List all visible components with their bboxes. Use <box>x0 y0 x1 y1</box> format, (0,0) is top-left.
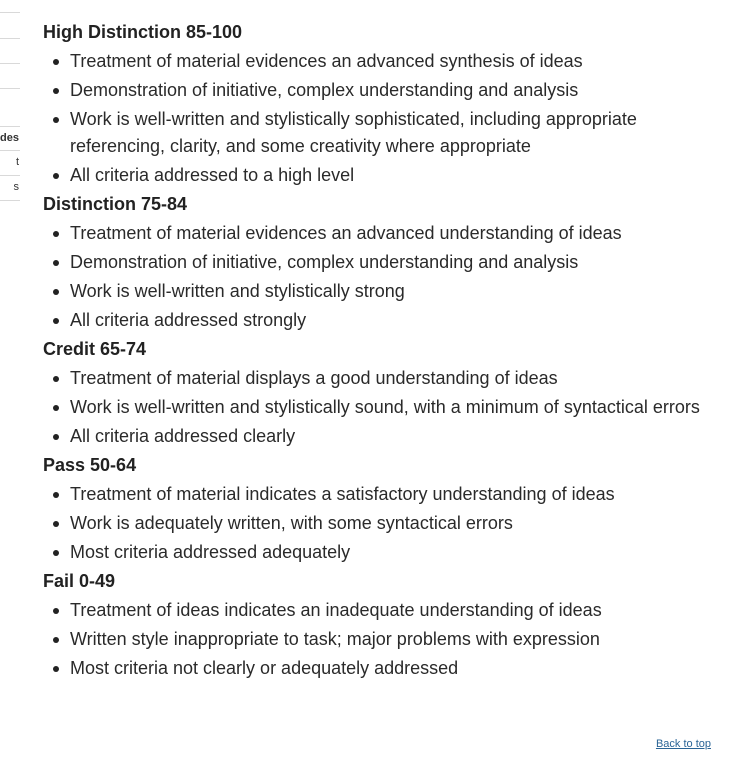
grade-credit <box>43 336 703 450</box>
criteria-item: Written style inappropriate to task; major problems with expression <box>43 626 703 653</box>
criteria-list <box>43 48 703 189</box>
bullet-icon <box>53 173 59 179</box>
bullet-icon <box>53 376 59 382</box>
sidebar-item-grades[interactable]: des <box>0 132 19 144</box>
criteria-item: Most criteria addressed adequately <box>43 539 703 566</box>
bullet-icon <box>53 550 59 556</box>
sidebar-divider <box>0 200 20 201</box>
bullet-icon <box>53 492 59 498</box>
grade-title: Pass 50-64 <box>43 455 137 475</box>
bullet-icon <box>53 666 59 672</box>
sidebar-divider <box>0 88 20 89</box>
criteria-item: Work is well-written and stylistically sound, with a minimum of syntactical errors <box>43 394 703 421</box>
criteria-list <box>43 481 703 566</box>
bullet-icon <box>53 88 59 94</box>
sidebar-divider <box>0 12 20 13</box>
bullet-icon <box>53 289 59 295</box>
bullet-icon <box>53 434 59 440</box>
criteria-item: Work is well-written and stylistically strong <box>43 278 703 305</box>
bullet-icon <box>53 260 59 266</box>
grade-title: Credit 65-74 <box>43 339 147 359</box>
grade-pass <box>43 452 703 566</box>
sidebar-nav <box>0 0 20 210</box>
criteria-list <box>43 220 703 334</box>
grade-title: Distinction 75-84 <box>43 194 188 214</box>
criteria-item: Treatment of material displays a good understanding of ideas <box>43 365 703 392</box>
bullet-icon <box>53 318 59 324</box>
criteria-item: Treatment of material indicates a satisfactory understanding of ideas <box>43 481 703 508</box>
grade-title: Fail 0-49 <box>43 571 116 591</box>
bullet-icon <box>53 521 59 527</box>
criteria-item: Treatment of material evidences an advanced understanding of ideas <box>43 220 703 247</box>
criteria-item: All criteria addressed clearly <box>43 423 703 450</box>
criteria-item: Treatment of ideas indicates an inadequate understanding of ideas <box>43 597 703 624</box>
sidebar-divider <box>0 63 20 64</box>
bullet-icon <box>53 231 59 237</box>
bullet-icon <box>53 117 59 123</box>
bullet-icon <box>53 405 59 411</box>
criteria-item: Demonstration of initiative, complex understanding and analysis <box>43 77 703 104</box>
grade-title: High Distinction 85-100 <box>43 22 243 42</box>
sidebar-divider <box>0 175 20 176</box>
criteria-item: Work is adequately written, with some syntactical errors <box>43 510 703 537</box>
grade-distinction <box>43 191 703 334</box>
criteria-item: All criteria addressed strongly <box>43 307 703 334</box>
criteria-item: Most criteria not clearly or adequately addressed <box>43 655 703 682</box>
grade-fail <box>43 568 703 682</box>
sidebar-item[interactable]: s <box>13 181 19 193</box>
criteria-list <box>43 597 703 682</box>
bullet-icon <box>53 59 59 65</box>
criteria-item: Treatment of material evidences an advanced synthesis of ideas <box>43 48 703 75</box>
sidebar-divider <box>0 126 20 127</box>
criteria-item: All criteria addressed to a high level <box>43 162 703 189</box>
bullet-icon <box>53 637 59 643</box>
sidebar-divider <box>0 38 20 39</box>
grade-high-distinction <box>43 19 703 189</box>
grade-descriptors <box>43 19 703 684</box>
bullet-icon <box>53 608 59 614</box>
back-to-top-link[interactable]: Back to top <box>655 738 711 750</box>
sidebar-divider <box>0 150 20 151</box>
criteria-item: Demonstration of initiative, complex understanding and analysis <box>43 249 703 276</box>
criteria-list <box>43 365 703 450</box>
sidebar-item[interactable]: t <box>15 156 19 168</box>
criteria-item: Work is well-written and stylistically sophisticated, including appropriate referencing, clarity, and some creativity where appropriate <box>43 106 703 160</box>
